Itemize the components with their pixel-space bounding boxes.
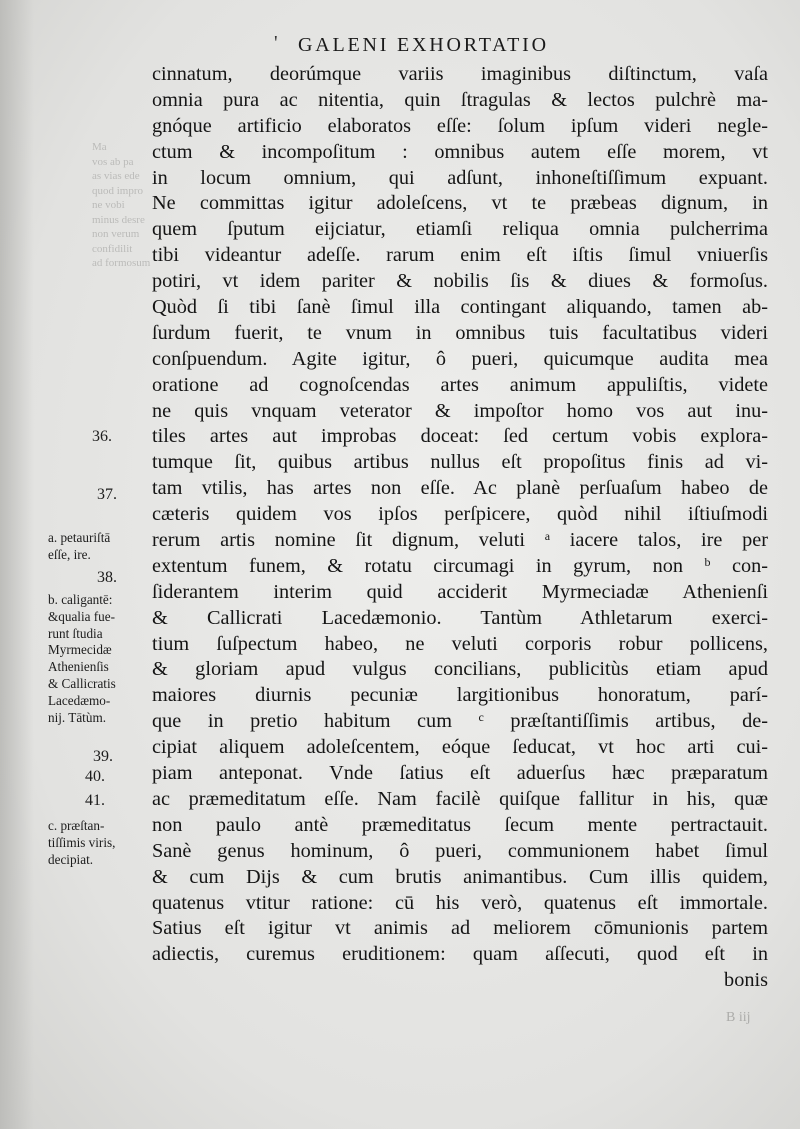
text-segment: extentum funem, & rotatu circumagi in gyrum, non (152, 554, 705, 577)
bleed-line: as vias ede (92, 170, 140, 182)
text-line: ctum & incompoſitum : omnibus autem eſſe morem, vt (152, 140, 768, 163)
text-line: & cum Dijs & cum brutis animantibus. Cum illis quidem, (152, 865, 768, 888)
bleed-line: ne vobi (92, 199, 125, 211)
text-segment: præſtantiſſimis artibus, de- (483, 710, 768, 733)
margin-note-line: & Callicratis (48, 675, 116, 691)
bleed-line: quod impro (92, 184, 144, 197)
text-line: tibi videantur adeſſe. rarum enim eſt iſtis ſimul vniuerſis (152, 244, 768, 267)
margin-note-line: c. præſtan- (48, 818, 105, 833)
text-line: Ne committas igitur adoleſcens, vt te præbeas dignum, in (152, 192, 768, 215)
text-segment: que in pretio habitum cum (152, 710, 479, 733)
text-line: maiores diurnis pecuniæ largitionibus honoratum, parí- (152, 684, 768, 707)
text-line: conſpuendum. Agite igitur, ô pueri, quicumque audita mea (152, 347, 768, 370)
text-line: piam anteponat. Vnde ſatius eſt aduerſus hæc præparatum (152, 762, 768, 785)
bleed-line: minus desre (92, 213, 145, 226)
margin-note-line: eſſe, ire. (48, 546, 91, 562)
text-line (152, 554, 768, 580)
margin-number-37: 37. (97, 486, 117, 503)
text-line: tiles artes aut improbas doceat: ſed certum vobis explora- (152, 425, 768, 448)
margin-note-line: tiſſimis viris, (48, 834, 116, 850)
bleed-through-text (92, 140, 152, 271)
text-line: ſiderantem interim quid acciderit Myrmeciadæ Athenienſi (152, 580, 768, 603)
apostrophe-mark: ' (274, 32, 281, 54)
bleed-line: vos ab pa (92, 155, 134, 168)
text-line: omnia pura ac nitentia, quin ſtragulas & lectos pulchrè ma- (152, 88, 768, 111)
text-line: ne quis vnquam veterator & impoſtor homo vos aut inu- (152, 399, 768, 422)
footnote-marker: c (478, 710, 484, 725)
margin-number-40: 40. (85, 768, 105, 785)
text-segment: iacere talos, ire per (550, 529, 769, 552)
footnote-marker: a (544, 529, 551, 544)
text-line: & Callicrati Lacedæmonio. Tantùm Athletarum exerci- (152, 606, 768, 629)
margin-number-36: 36. (92, 428, 112, 445)
text-line: cæteris quidem vos ipſos perſpicere, quòd nihil iſtiuſmodi (152, 503, 768, 526)
bleed-line: confidilit (92, 242, 133, 255)
margin-note-line: decipiat. (48, 851, 94, 867)
running-head (274, 32, 549, 57)
text-segment: con- (710, 554, 768, 577)
binding-shadow (0, 0, 34, 1129)
text-line: tium ſuſpectum habeo, ne veluti corporis robur pollicens, (152, 632, 768, 655)
margin-note-a (48, 530, 110, 564)
bleed-line: Ma (92, 141, 107, 153)
text-line: cipiat aliquem adoleſcentem, eóque ſeducat, vt hoc arti cui- (152, 736, 768, 759)
margin-note-c (48, 818, 115, 868)
margin-note-line: Athenienſis (48, 659, 109, 675)
text-line: cinnatum, deorúmque variis imaginibus diſtinctum, vaſa (152, 63, 768, 85)
text-line: tam vtilis, has artes non eſſe. Ac planè perſuaſum habeo de (152, 477, 768, 500)
text-line: adiectis, curemus eruditionem: quam aſſecuti, quod eſt in (152, 943, 768, 966)
margin-note-line: b. caligantē: (48, 592, 113, 607)
margin-note-line: Lacedæmo- (48, 692, 111, 708)
margin-number-38: 38. (97, 569, 117, 586)
text-line: Satius eſt igitur vt animis ad meliorem cōmunionis partem (152, 917, 768, 940)
margin-note-b (48, 592, 116, 726)
text-line: quatenus vtitur ratione: cū his verò, quatenus eſt immortale. (152, 891, 768, 914)
margin-number-39: 39. (93, 748, 113, 765)
text-line: Quòd ſi tibi ſanè ſimul illa contingant aliquando, tamen ab- (152, 296, 768, 319)
margin-note-line: Myrmecidæ (48, 642, 112, 658)
text-line: & gloriam apud vulgus concilians, publicitùs etiam apud (152, 658, 768, 681)
faint-catchword: B iij (726, 1010, 751, 1025)
margin-number-41: 41. (85, 792, 105, 809)
bleed-line: ad formosum (92, 257, 151, 269)
text-line (152, 709, 768, 735)
text-line: ac præmeditatum eſſe. Nam facilè quiſque fallitur in his, quæ (152, 787, 768, 810)
margin-note-line: nij. Tātùm. (48, 709, 106, 725)
running-head-title: GALENI EXHORTATIO (298, 34, 549, 56)
main-text-column (152, 62, 768, 994)
text-line: non paulo antè præmeditatus ſecum mente pertractauit. (152, 813, 768, 836)
text-line: oratione ad cognoſcendas artes animum appuliſtis, videte (152, 373, 768, 396)
text-segment: rerum artis nomine ſit dignum, veluti (152, 529, 545, 552)
text-line: quem ſputum eijciatur, etiamſi reliqua omnia pulcherrima (152, 218, 768, 241)
text-line: tumque ſit, quibus artibus nullus eſt propoſitus finis ad vi- (152, 451, 768, 474)
margin-note-line: &qualia fue- (48, 608, 116, 624)
text-line: ſurdum fuerit, te vnum in omnibus tuis facultatibus videri (152, 321, 768, 344)
margin-note-line: runt ſtudia (48, 625, 103, 641)
text-line (152, 528, 768, 554)
text-line: gnóque artificio elaboratos eſſe: ſolum ipſum videri negle- (152, 114, 768, 137)
text-line: in locum omnium, qui adſunt, inhoneſtiſſimum expuant. (152, 166, 768, 189)
text-line: potiri, vt idem pariter & nobilis ſis & diues & formoſus. (152, 270, 768, 293)
text-line: bonis (724, 969, 768, 992)
footnote-marker: b (704, 554, 711, 569)
bleed-line: non verum (92, 228, 140, 240)
margin-note-line: a. petauriſtā (48, 530, 111, 545)
text-line: Sanè genus hominum, ô pueri, communionem habet ſimul (152, 839, 768, 862)
